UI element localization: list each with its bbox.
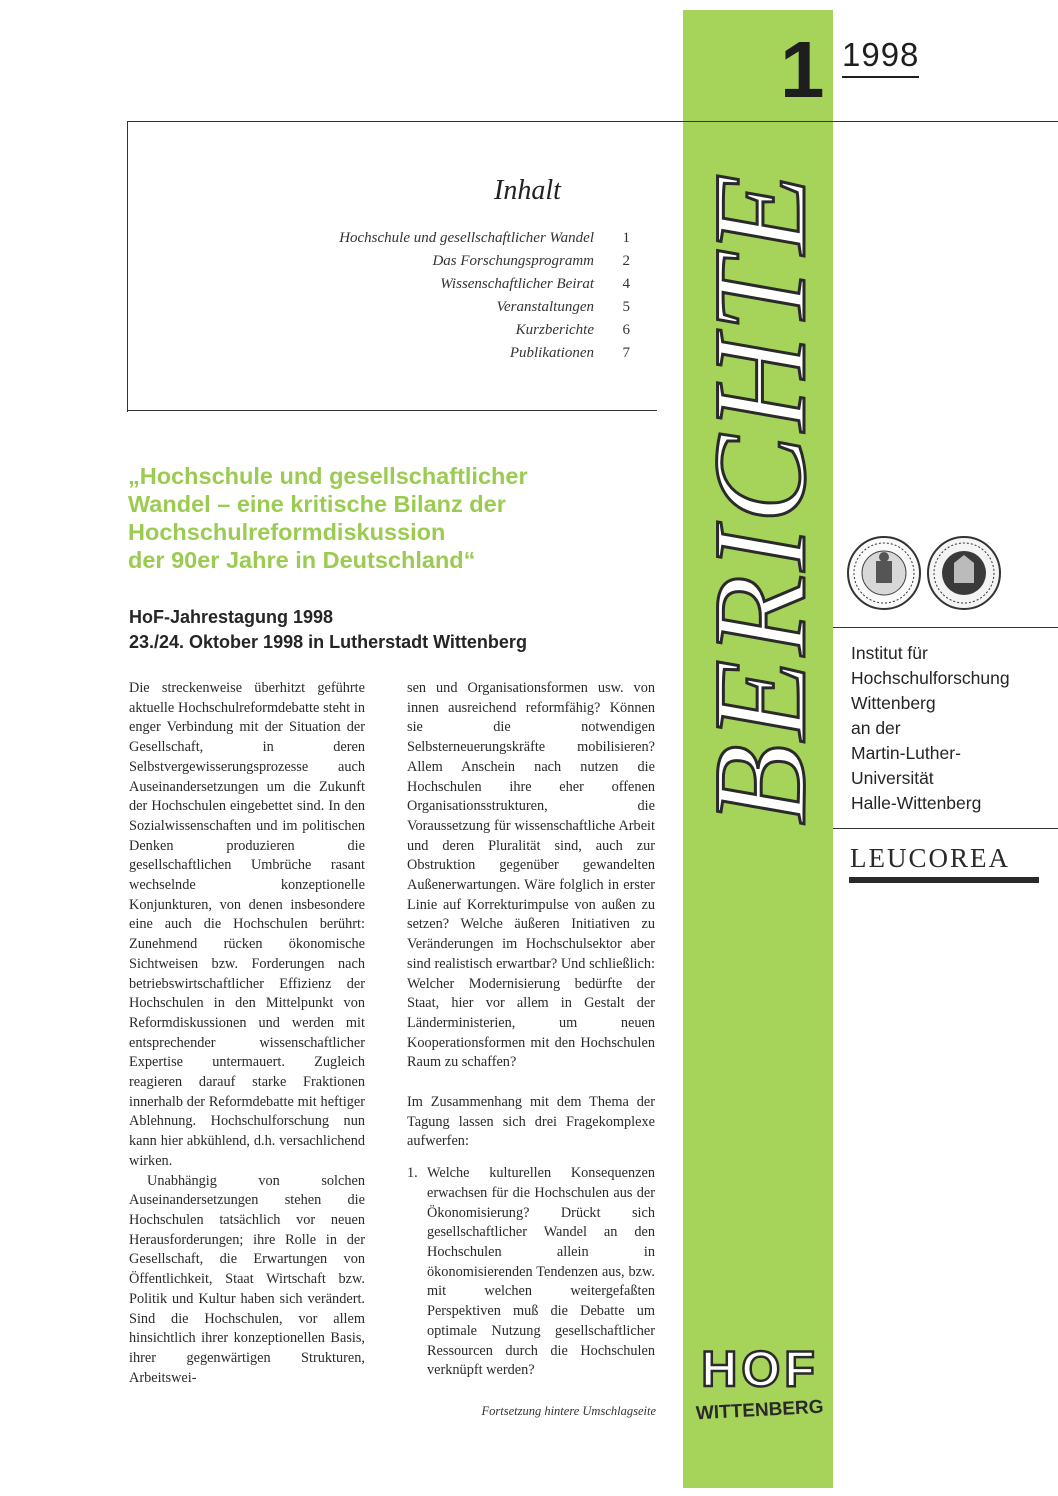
body-paragraph: Unabhängig von solchen Auseinandersetzungen stehen die Hochschulen tatsächlich vor neuen Herausforderungen; ihre Rolle in der Gesellschaft, die Erwartungen von Öffentlichkeit, Staat Wirtschaft bzw. Politik und Kultur haben sich verändert. Sind die Hochschulen, vor allem hinsichtlich ihrer konzeptionellen Basis, ihrer gegenwärtigen Strukturen, Arbeitswei-: [129, 1172, 365, 1386]
toc-list: [230, 230, 630, 368]
headline-line: der 90er Jahre in Deutschland“: [128, 547, 476, 573]
toc-item[interactable]: [230, 322, 630, 345]
headline-line: Wandel – eine kritische Bilanz der: [128, 491, 506, 517]
article-column-2: [407, 679, 655, 1381]
sidebar-divider: [833, 627, 1058, 628]
headline-line: Hochschulreformdiskussion: [128, 519, 446, 545]
toc-item-page: 2: [622, 253, 630, 269]
hof-logo-text: HOF: [701, 1341, 819, 1397]
seal-right-icon: [928, 537, 1000, 609]
toc-item-label: Wissenschaftlicher Beirat: [440, 276, 594, 292]
toc-item-page: 6: [622, 322, 630, 338]
toc-item[interactable]: [230, 253, 630, 276]
headline-line: „Hochschule und gesellschaftlicher: [128, 463, 528, 489]
toc-item-label: Das Forschungsprogramm: [432, 253, 594, 269]
toc-item[interactable]: [230, 276, 630, 299]
body-paragraph: Die streckenweise überhitzt geführte aktuelle Hochschulreformdebatte steht in enger Verbindung mit der Situation der Gesellschaft, in deren Selbstvergewisserungsprozesse auch Auseinandersetzungen um die Zukunft der Hochschulen eingebettet sind. In den Sozialwissenschaften und im politischen Denken produzieren die gesellschaftlichen Umbrüche rasant wechselnde konzeptionelle Konjunkturen, von denen insbesondere eine auch die Hochschulen berührt: Zunehmend rücken ökonomische Sichtweisen bzw. Forderungen nach betriebswirtschaftlicher Effizienz der Hochschulen in den Mittelpunkt von Reformdiskussionen und werden mit entsprechender wissenschaftlicher Expertise untermauert. Zugleich reagieren darauf starke Fraktionen innerhalb der Reformdebatte mit heftiger Ablehnung. Hochschulforschung nun kann hier abkühlend, d.h. versachlichend wirken.: [129, 680, 365, 1169]
article-headline: [128, 462, 668, 574]
sidebar-divider: [833, 828, 1058, 829]
question-text: Welche kulturellen Konsequenzen erwachsen für die Hochschulen aus der Ökonomisierung? Drückt sich gesellschaftlicher Wandel an den Hochschulen allein in ökonomisierenden Tendenzen aus, bzw. mit welchen weitergefaßten Perspektiven muß die Debatte um optimale Nutzung gesellschaftlicher Ressourcen durch die Hochschulen verknüpft werden?: [427, 1165, 655, 1379]
toc-item-label: Veranstaltungen: [496, 299, 594, 315]
article-subhead: [129, 605, 669, 655]
series-title-vertical: BERICHTE: [686, 169, 833, 825]
issue-number: 1: [780, 25, 825, 114]
toc-item-page: 7: [622, 345, 630, 361]
institute-line: Universität: [851, 768, 934, 788]
institute-line: Hochschulforschung: [851, 668, 1010, 688]
institute-name: [851, 641, 1051, 816]
institute-line: Wittenberg: [851, 693, 936, 713]
toc-item-label: Hochschule und gesellschaftlicher Wandel: [339, 230, 594, 246]
toc-title: Inhalt: [494, 175, 561, 206]
hof-logo-city: WITTENBERG: [695, 1396, 825, 1425]
issue-year: 1998: [842, 36, 919, 78]
institute-line: an der: [851, 718, 901, 738]
toc-item[interactable]: [230, 345, 630, 368]
question-number: 1.: [407, 1165, 418, 1182]
toc-item-page: 5: [622, 299, 630, 315]
hof-wittenberg-logo: [688, 1338, 833, 1428]
question-list-item: [407, 1164, 655, 1381]
leucorea-tagline-bar: [849, 877, 1039, 883]
institute-line: Institut für: [851, 643, 928, 663]
institute-line: Halle-Wittenberg: [851, 793, 982, 813]
toc-item-label: Publikationen: [509, 345, 594, 361]
toc-divider: [127, 410, 657, 411]
toc-item-page: 4: [622, 276, 630, 292]
university-seals: [846, 533, 1008, 615]
subhead-line: 23./24. Oktober 1998 in Lutherstadt Wittenberg: [129, 632, 527, 652]
leucorea-logo: LEUCOREA: [850, 843, 1010, 873]
body-paragraph: Im Zusammenhang mit dem Thema der Tagung lassen sich drei Fragekomplexe aufwerfen:: [407, 1094, 655, 1150]
body-paragraph: sen und Organisationsformen usw. von innen ausreichend reformfähig? Können sie die notwendigen Selbsterneuerungskräfte mobilisieren? Allem Anschein nach nutzen die Hochschulen ihre eher offenen Organisationsstrukturen, die Voraussetzung für wissenschaftliche Arbeit und deren Pluralität sind, auch zur Obstruktion gegenüber gewandelten Außenerwartungen. Wäre folglich in erster Linie auf Korrekturimpulse von außen zu setzen? Welche äußeren Initiativen zu Veränderungen im Hochschulsektor aber sind realistisch erwartbar? Und schließlich: Welcher Modernisierung bedürfte der Staat, hier vor allem in Gestalt der Länderministerien, um neuen Kooperationsformen mit den Hochschulen Raum zu schaffen?: [407, 680, 655, 1071]
continuation-note: Fortsetzung hintere Umschlagseite: [481, 1404, 656, 1418]
subhead-line: HoF-Jahrestagung 1998: [129, 607, 334, 627]
institute-line: Martin-Luther-: [851, 743, 961, 763]
toc-item-page: 1: [622, 230, 630, 246]
article-column-1: [129, 679, 365, 1388]
seal-left-icon: [848, 537, 920, 609]
toc-item-label: Kurzberichte: [515, 322, 594, 338]
toc-item[interactable]: [230, 299, 630, 322]
toc-item[interactable]: [230, 230, 630, 253]
